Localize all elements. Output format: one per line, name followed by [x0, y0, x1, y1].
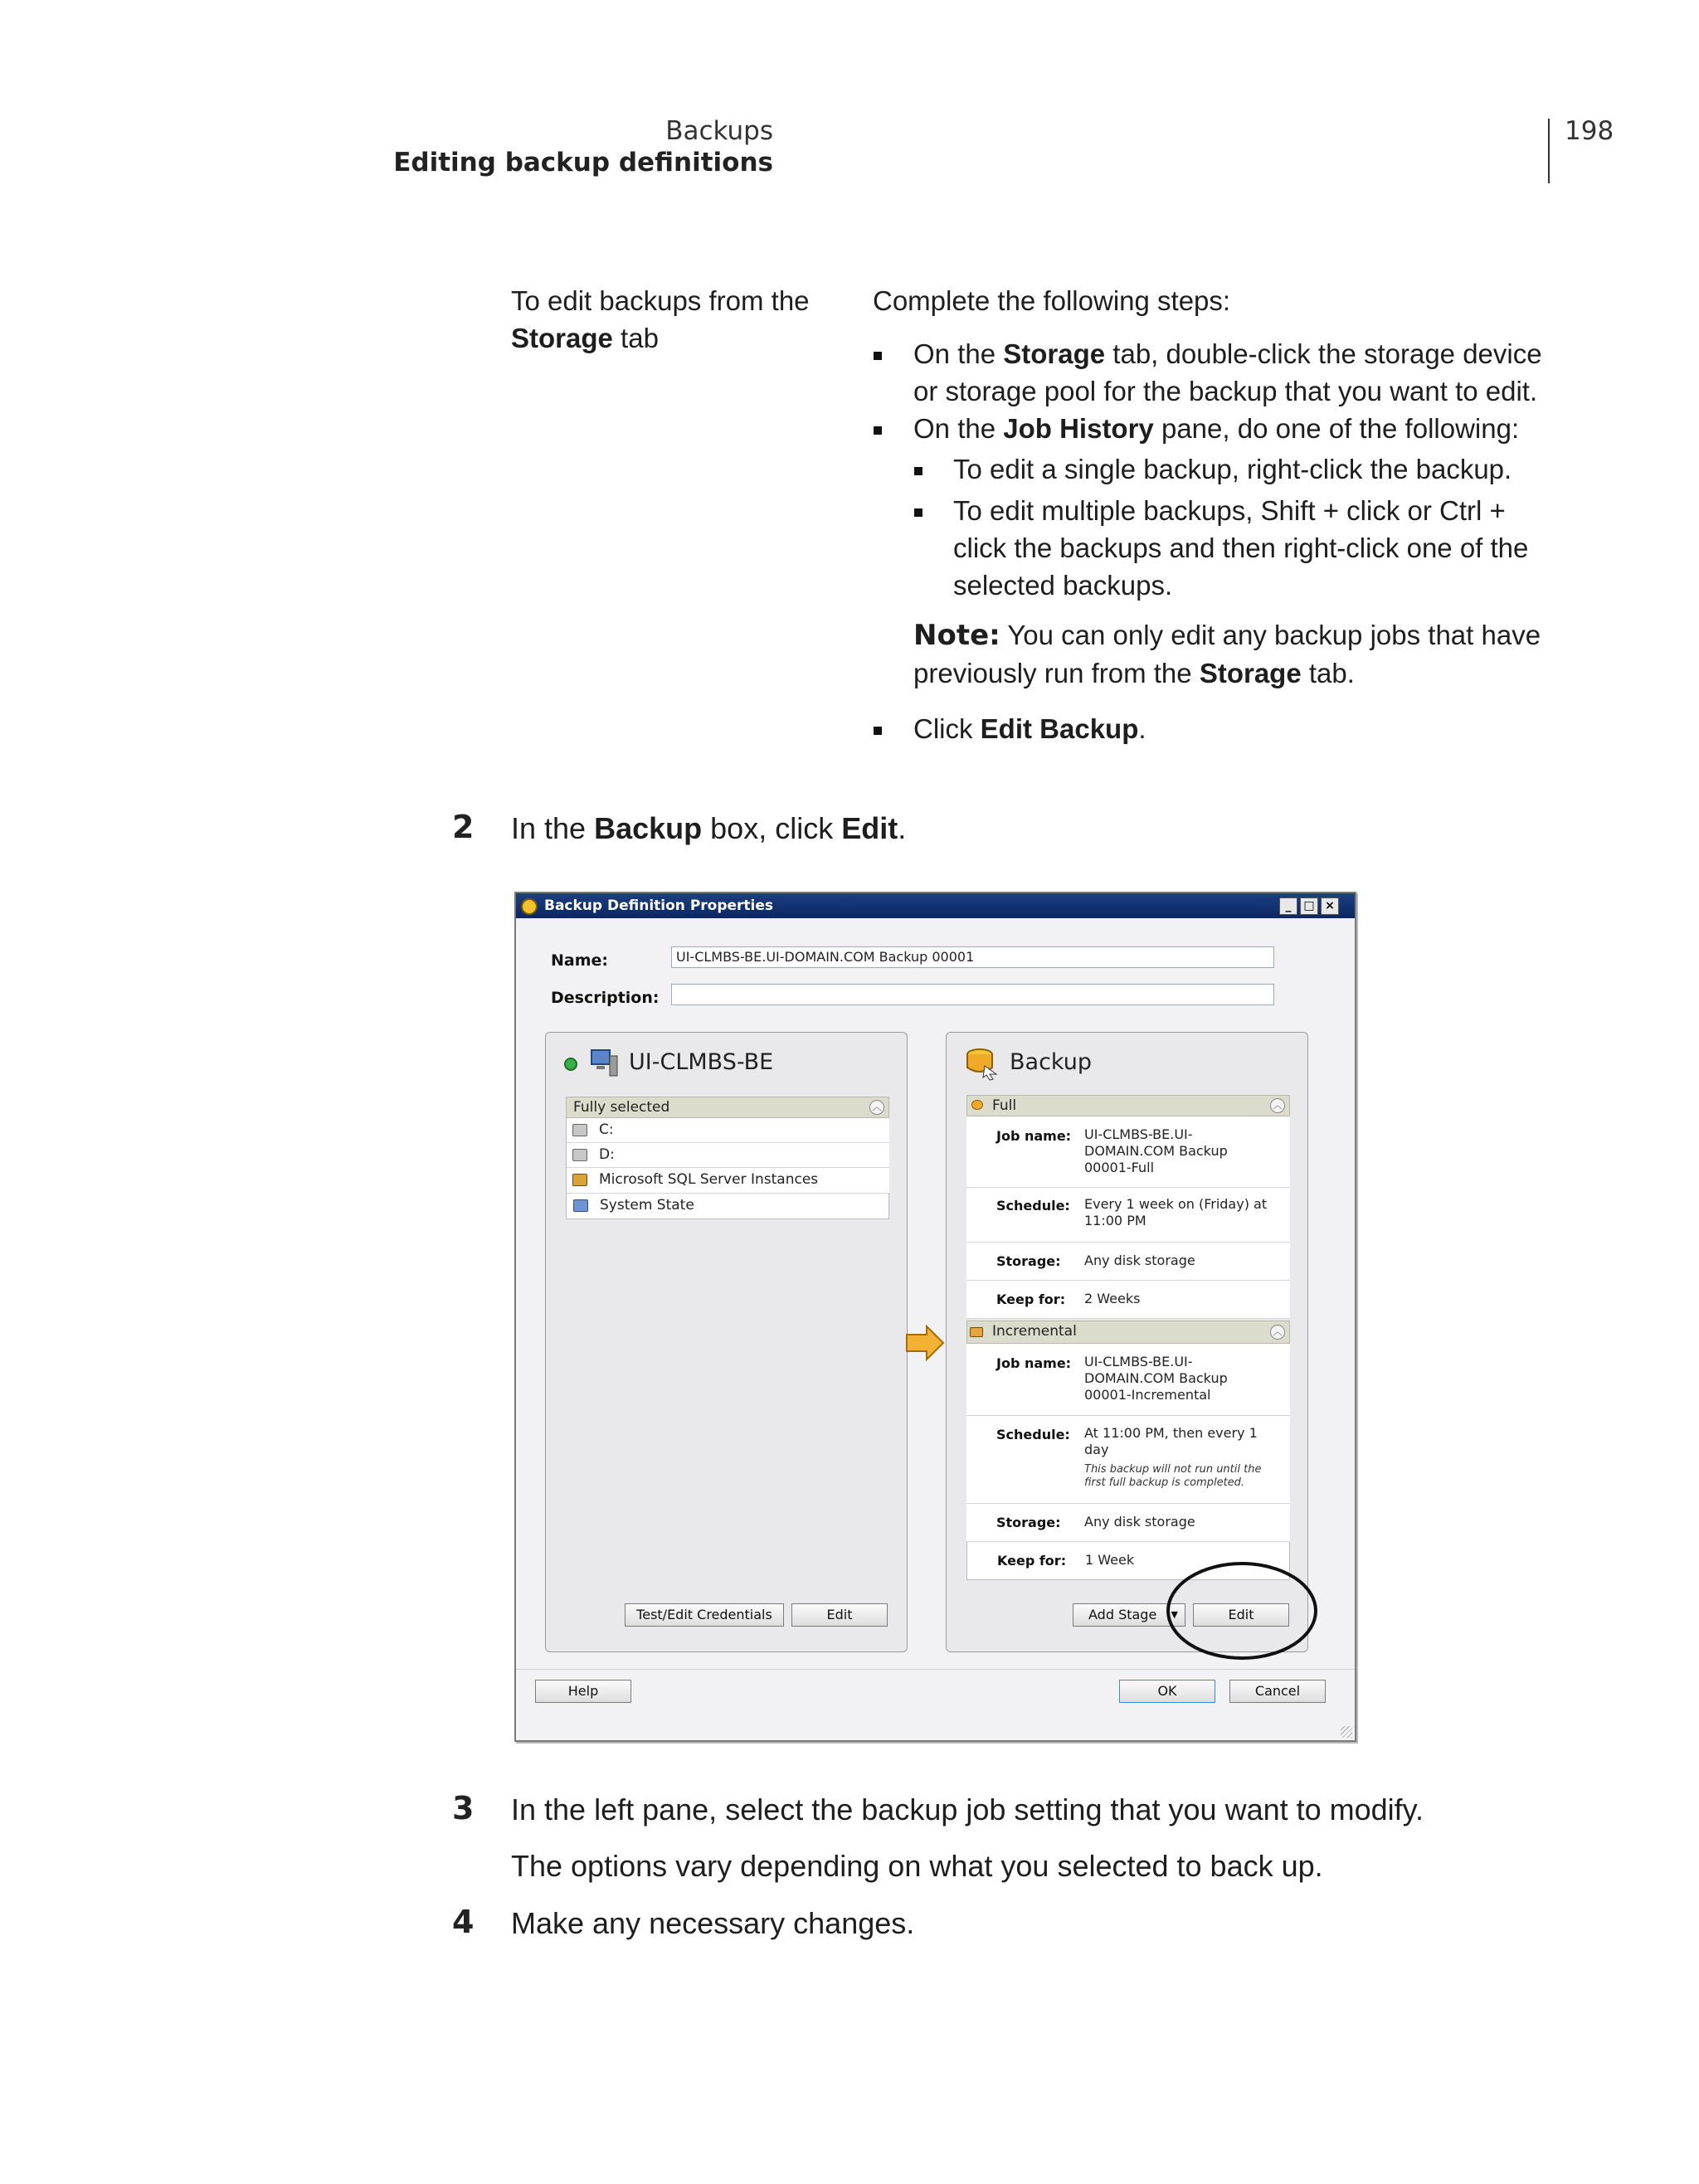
collapse-chevron-icon[interactable]: ︿	[1270, 1325, 1285, 1340]
full-stage-header[interactable]	[966, 1095, 1290, 1116]
schedule-value: At 11:00 PM, then every 1 day	[1084, 1425, 1258, 1457]
name-input[interactable]: UI-CLMBS-BE.UI-DOMAIN.COM Backup 00001	[671, 946, 1274, 968]
s2-l3: selected backups.	[953, 570, 1173, 601]
bullet-click-edit-backup	[913, 710, 1577, 747]
cancel-button[interactable]: Cancel	[1229, 1680, 1326, 1703]
incremental-stage-header[interactable]	[966, 1321, 1290, 1344]
full-keep-row	[966, 1281, 1290, 1319]
edit-backup-button[interactable]: Edit	[1193, 1603, 1289, 1627]
selection-item[interactable]	[566, 1143, 889, 1168]
note	[913, 616, 1577, 692]
keep-for-value: 2 Weeks	[1084, 1291, 1141, 1306]
running-header-subsection: Editing backup definitions	[393, 148, 773, 178]
b2-pre: On the	[913, 413, 996, 444]
name-label: Name:	[551, 951, 609, 970]
collapse-chevron-icon[interactable]: ︿	[1270, 1098, 1285, 1113]
job-name-value: UI-CLMBS-BE.UI- DOMAIN.COM Backup 00001-Full	[1084, 1126, 1228, 1175]
inc-schedule-row	[966, 1416, 1290, 1504]
maximize-button[interactable]: □	[1300, 897, 1318, 915]
bullet-marker	[874, 426, 882, 435]
close-button[interactable]: ×	[1321, 897, 1339, 915]
status-ok-icon	[564, 1058, 577, 1071]
description-label: Description:	[551, 989, 660, 1007]
procedure-label	[511, 282, 859, 357]
storage-key: Storage:	[996, 1253, 1061, 1269]
add-stage-label: Add Stage	[1088, 1607, 1157, 1622]
keep-for-key: Keep for:	[996, 1291, 1066, 1307]
schedule-key: Schedule:	[996, 1198, 1070, 1214]
b3-pre: Click	[913, 713, 973, 744]
collapse-chevron-icon[interactable]: ︿	[869, 1100, 884, 1115]
s2-l2: click the backups and then right-click one of the	[953, 533, 1529, 563]
step-2-text	[511, 809, 906, 849]
b2-bold: Job History	[1003, 413, 1154, 444]
storage-value: Any disk storage	[1084, 1253, 1195, 1268]
b2-post: pane, do one of the following:	[1161, 413, 1520, 444]
resize-grip-icon[interactable]	[1341, 1726, 1352, 1738]
procedure-label-line1: To edit backups from the	[511, 285, 810, 316]
schedule-note: This backup will not run until the first full backup is completed.	[1084, 1463, 1262, 1489]
note-line2-bold: Storage	[1199, 658, 1302, 688]
sub-bullet-multiple	[953, 492, 1584, 604]
note-line2-post: tab.	[1308, 658, 1355, 688]
step-3-subtext: The options vary depending on what you selected to back up.	[511, 1849, 1323, 1883]
storage-value: Any disk storage	[1084, 1514, 1195, 1530]
procedure-label-bold: Storage	[511, 323, 613, 353]
selection-item-label: System State	[600, 1197, 694, 1214]
server-name: UI-CLMBS-BE	[629, 1049, 774, 1075]
incremental-backup-icon	[970, 1327, 983, 1337]
job-name-key: Job name:	[996, 1355, 1072, 1371]
selection-item[interactable]	[566, 1194, 889, 1219]
keep-for-value: 1 Week	[1085, 1552, 1135, 1568]
b1-bold: Storage	[1003, 338, 1106, 369]
step2-pre: In the	[511, 811, 587, 845]
steps-intro: Complete the following steps:	[873, 285, 1231, 316]
b1-pre: On the	[913, 338, 996, 369]
selection-item[interactable]	[566, 1168, 889, 1194]
step-number: 4	[452, 1904, 475, 1940]
job-name-key: Job name:	[996, 1128, 1072, 1144]
right-arrow-icon	[905, 1325, 947, 1361]
fully-selected-label: Fully selected	[573, 1099, 670, 1116]
drive-icon	[572, 1124, 587, 1136]
dialog-title: Backup Definition Properties	[544, 897, 774, 914]
inc-storage-row	[966, 1504, 1290, 1542]
step2-bold-edit: Edit	[841, 811, 898, 845]
selection-item-label: D:	[599, 1146, 615, 1163]
sql-server-icon	[572, 1174, 587, 1186]
running-header-section: Backups	[665, 116, 773, 146]
backup-title: Backup	[1010, 1049, 1092, 1075]
selection-item[interactable]	[566, 1118, 889, 1143]
fully-selected-header[interactable]	[566, 1097, 889, 1118]
step-3-text: In the left pane, select the backup job setting that you want to modify.	[511, 1792, 1424, 1826]
s2-l1: To edit multiple backups, Shift + click or Ctrl +	[953, 495, 1506, 526]
bottom-divider	[516, 1669, 1355, 1670]
note-label: Note:	[913, 619, 1000, 652]
b1-line2: or storage pool for the backup that you want to edit.	[913, 376, 1538, 406]
full-storage-row	[966, 1243, 1290, 1281]
storage-key: Storage:	[996, 1515, 1061, 1530]
drive-icon	[572, 1149, 587, 1161]
backup-definition-properties-dialog	[514, 892, 1356, 1742]
help-button[interactable]: Help	[535, 1680, 631, 1703]
system-state-icon	[573, 1199, 588, 1212]
list-border	[566, 1118, 567, 1219]
step-number: 3	[452, 1790, 475, 1826]
selections-pane	[545, 1032, 908, 1652]
inc-job-name-row	[966, 1344, 1290, 1416]
backup-app-icon	[521, 898, 538, 915]
step-4-text: Make any necessary changes.	[511, 1906, 915, 1940]
full-stage-label: Full	[992, 1097, 1017, 1114]
test-edit-credentials-button[interactable]: Test/Edit Credentials	[625, 1603, 784, 1627]
bullet-storage-tab	[913, 335, 1577, 410]
sub-bullet-single: To edit a single backup, right-click the backup.	[953, 454, 1512, 484]
b3-post: .	[1138, 713, 1146, 744]
procedure-label-tail: tab	[621, 323, 659, 353]
note-line2-pre: previously run from the	[913, 658, 1192, 688]
selection-item-label: C:	[599, 1121, 614, 1138]
schedule-key: Schedule:	[996, 1427, 1070, 1442]
schedule-value: Every 1 week on (Friday) at 11:00 PM	[1084, 1196, 1268, 1228]
note-line1: You can only edit any backup jobs that have	[1007, 620, 1541, 650]
step2-post: .	[898, 811, 907, 845]
bullet-job-history	[913, 410, 1577, 447]
header-divider	[1548, 119, 1550, 183]
job-name-value: UI-CLMBS-BE.UI- DOMAIN.COM Backup 00001-Incremental	[1084, 1354, 1228, 1403]
bullet-marker	[874, 352, 882, 360]
full-schedule-row	[966, 1188, 1290, 1243]
selection-item-label: Microsoft SQL Server Instances	[599, 1171, 819, 1188]
page-number: 198	[1565, 116, 1614, 146]
sub-bullet-marker	[914, 508, 923, 517]
step-number: 2	[452, 809, 475, 845]
backup-icon	[965, 1046, 1000, 1081]
highlight-circle	[1163, 1559, 1329, 1663]
edit-selections-button[interactable]: Edit	[791, 1603, 888, 1627]
ok-button[interactable]: OK	[1119, 1680, 1215, 1703]
keep-for-key: Keep for:	[997, 1553, 1067, 1569]
minimize-button[interactable]: _	[1279, 897, 1297, 915]
sub-bullet-marker	[914, 467, 923, 475]
step2-mid: box, click	[710, 811, 834, 845]
b1-post: tab, double-click the storage device	[1112, 338, 1542, 369]
server-icon	[589, 1048, 621, 1079]
incremental-stage-label: Incremental	[992, 1323, 1077, 1340]
description-input[interactable]	[671, 984, 1274, 1005]
full-backup-icon	[971, 1100, 983, 1110]
b3-bold: Edit Backup	[980, 713, 1139, 744]
step2-bold-backup: Backup	[594, 811, 703, 845]
full-job-name-row	[966, 1116, 1290, 1188]
dropdown-arrow-icon: ▼	[1171, 1609, 1178, 1620]
dialog-titlebar	[516, 893, 1355, 918]
bullet-marker	[874, 727, 882, 735]
